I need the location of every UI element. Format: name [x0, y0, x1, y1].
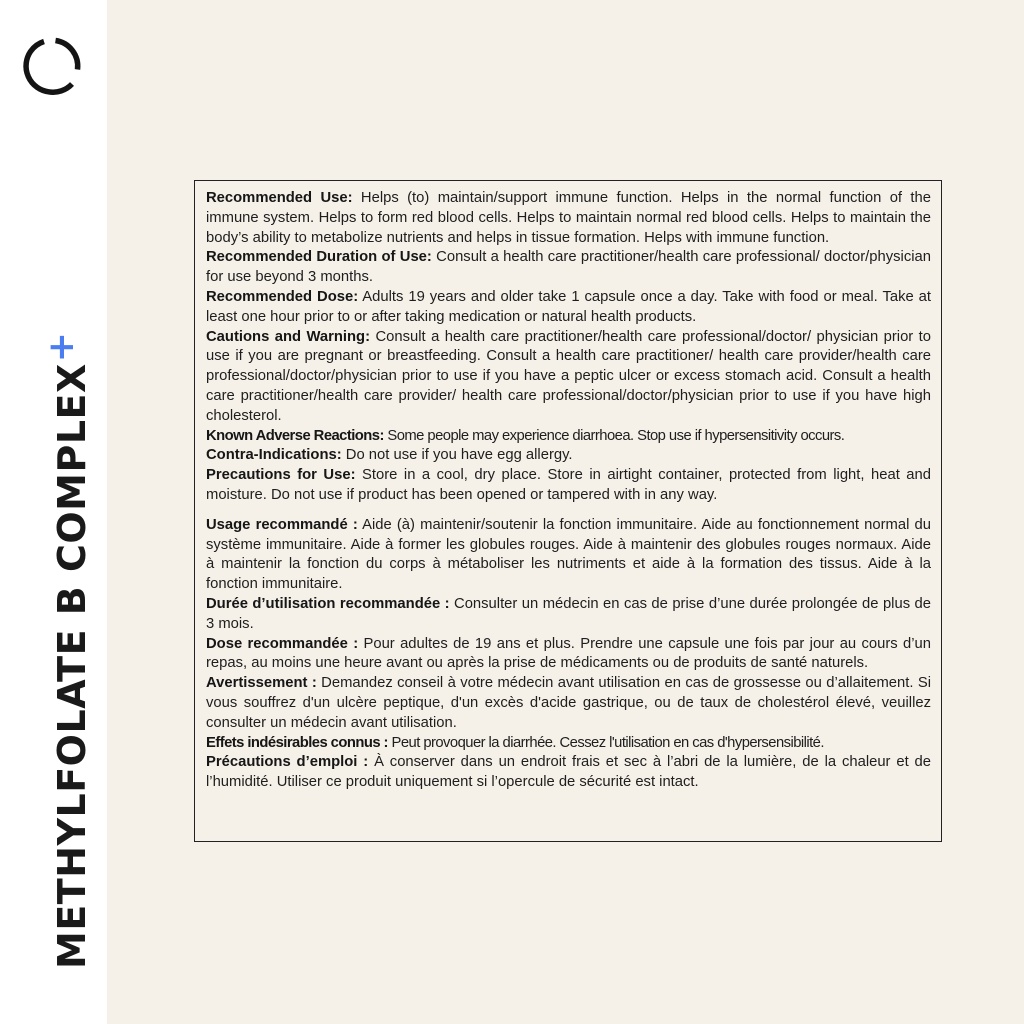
en-duration-of-use	[206, 248, 931, 288]
fr-precautions-emploi	[206, 753, 931, 793]
en-recommended-dose-text: Adults 19 years and older take 1 capsule once a day. Take with food or meal. Take at least one hour prior to or after taking medication or natural health products.	[206, 288, 931, 325]
fr-dose-label: Dose recommandée :	[206, 635, 359, 652]
broken-ring-logo-icon	[20, 34, 84, 98]
en-recommended-use	[206, 189, 931, 248]
fr-avertissement	[206, 674, 931, 733]
language-section-divider	[206, 506, 931, 516]
en-contra-indications	[206, 446, 931, 466]
fr-dose-recommandee	[206, 635, 931, 675]
en-contra-indications-text: Do not use if you have egg allergy.	[345, 447, 573, 464]
fr-precautions-text: À conserver dans un endroit frais et sec à l’abri de la lumière, de la chaleur et de l’humidité. Utiliser ce produit uniquement si l’opercule de sécurité est intact.	[206, 754, 932, 791]
fr-effets-text: Peut provoquer la diarrhée. Cessez l'utilisation en cas d'hypersensibilité.	[391, 734, 824, 751]
en-recommended-use-text: Helps (to) maintain/support immune function. Helps in the normal function of the immune system. Helps to form red blood cells. Helps to maintain normal red blood cells. Helps to maintain the body’s ability to metabolize nutrients and helps in tissue formation. Helps with immune function.	[206, 190, 931, 246]
fr-avertissement-label: Avertissement :	[206, 675, 317, 692]
fr-usage-text: Aide (à) maintenir/soutenir la fonction immunitaire. Aide au fonctionnement normal du système immunitaire. Aide à former les globules rouges. Aide à maintenir des globules rouges normaux. Aide à maintenir la fonction du corps à métaboliser les nutriments et aide à la formation des tissus. Aide à la fonction immunitaire.	[206, 516, 932, 593]
en-cautions-and-warning	[206, 328, 931, 427]
en-cautions-label: Cautions and Warning:	[206, 328, 371, 345]
en-recommended-use-label: Recommended Use:	[206, 190, 353, 206]
label-text-box	[194, 180, 942, 842]
en-duration-of-use-label: Recommended Duration of Use:	[206, 249, 432, 266]
en-known-adverse-reactions	[206, 427, 931, 447]
en-adverse-reactions-text: Some people may experience diarrhoea. Stop use if hypersensitivity occurs.	[387, 427, 845, 444]
en-cautions-text: Consult a health care practitioner/health care professional/doctor/ physician prior to use if you are pregnant or breastfeeding. Consult a health care practitioner/ health care provider/health care professional/doctor/physician prior to use if you have a peptic ulcer or excess stomach acid. Consult a health care practitioner/health care provider/ health care professional/doctor/physician prior to use if you have high cholesterol.	[206, 328, 931, 424]
en-precautions-label: Precautions for Use:	[206, 467, 356, 484]
fr-usage-label: Usage recommandé :	[206, 516, 358, 533]
fr-effets-label: Effets indésirables connus :	[206, 734, 388, 751]
en-precautions-for-use	[206, 466, 931, 506]
en-adverse-reactions-label: Known Adverse Reactions:	[206, 427, 384, 444]
fr-usage-recommande	[206, 516, 931, 595]
brand-sidebar	[0, 0, 107, 1024]
fr-duree-label: Durée d’utilisation recommandée :	[206, 595, 450, 612]
fr-avertissement-text: Demandez conseil à votre médecin avant utilisation en cas de grossesse ou d’allaitement. Si vous souffrez d'un ulcère peptique, d'un excès d'acide gastrique, ou de taux de cholestérol élevé, veuillez consulter un médecin avant utilisation.	[206, 675, 931, 731]
fr-duree-utilisation	[206, 595, 931, 635]
en-recommended-dose-label: Recommended Dose:	[206, 288, 359, 305]
en-duration-of-use-text: Consult a health care practitioner/health care professional/ doctor/physician for use beyond 3 months.	[206, 249, 931, 286]
fr-effets-indesirables	[206, 734, 931, 754]
fr-duree-text: Consulter un médecin en cas de prise d’une durée prolongée de plus de 3 mois.	[206, 595, 931, 632]
product-name-vertical	[41, 331, 94, 969]
en-contra-indications-label: Contra-Indications:	[206, 447, 342, 464]
plus-symbol: +	[41, 331, 82, 363]
en-recommended-dose	[206, 288, 931, 328]
en-precautions-text: Store in a cool, dry place. Store in airtight container, protected from light, heat and moisture. Do not use if product has been opened or tampered with in any way.	[206, 467, 931, 503]
fr-precautions-label: Précautions d’emploi :	[206, 754, 369, 771]
fr-dose-text: Pour adultes de 19 ans et plus. Prendre une capsule une fois par jour au cours d’un repas, au moins une heure avant ou après la prise de médicaments ou de produits de santé naturels.	[206, 635, 931, 672]
product-name: METHYLFOLATE B COMPLEX	[50, 363, 94, 969]
